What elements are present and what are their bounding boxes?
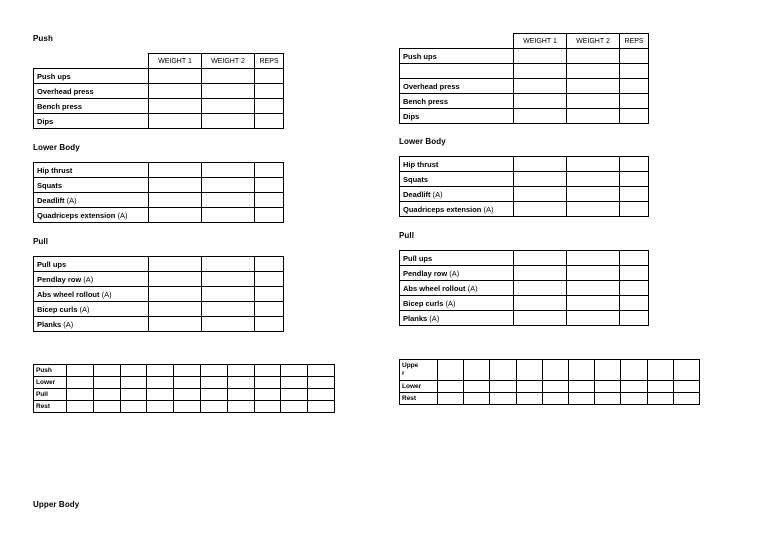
entry-cell[interactable] [514, 187, 567, 202]
tracker-cell[interactable] [621, 393, 647, 405]
exercise-label [34, 208, 149, 223]
entry-cell[interactable] [255, 69, 284, 84]
tracker-cell[interactable] [673, 393, 699, 405]
exercise-name: Hip thrust [403, 159, 439, 169]
tracker-cell[interactable] [200, 389, 227, 401]
exercise-label: Dips [34, 114, 149, 129]
tracker-cell[interactable] [621, 381, 647, 393]
entry-cell[interactable] [567, 311, 620, 326]
entry-cell[interactable] [149, 193, 202, 208]
tracker-cell[interactable] [516, 360, 542, 381]
tracker-cell[interactable] [673, 360, 699, 381]
tracker-cell[interactable] [67, 401, 94, 413]
column-header: WEIGHT 2 [567, 34, 620, 49]
right-weekly-tracker [399, 359, 700, 405]
entry-cell[interactable] [514, 296, 567, 311]
entry-cell[interactable] [514, 172, 567, 187]
tracker-cell[interactable] [227, 401, 254, 413]
tracker-cell[interactable] [281, 377, 308, 389]
exercise-label: Overhead press [34, 84, 149, 99]
table-row [400, 202, 649, 217]
tracker-row [34, 365, 335, 377]
entry-cell[interactable] [255, 208, 284, 223]
tracker-cell[interactable] [93, 389, 120, 401]
entry-cell[interactable] [567, 251, 620, 266]
entry-cell[interactable] [620, 79, 649, 94]
entry-cell[interactable] [149, 302, 202, 317]
entry-cell[interactable] [149, 272, 202, 287]
tracker-cell[interactable] [647, 360, 673, 381]
entry-cell[interactable] [202, 178, 255, 193]
entry-cell[interactable] [514, 266, 567, 281]
exercise-label: Push ups [34, 69, 149, 84]
exercise-label [400, 281, 514, 296]
exercise-note: (A) [64, 195, 77, 205]
tracker-row [400, 381, 700, 393]
table-row [34, 84, 284, 99]
entry-cell[interactable] [255, 84, 284, 99]
table-row [400, 281, 649, 296]
tracker-cell[interactable] [542, 381, 568, 393]
tracker-cell[interactable] [174, 365, 201, 377]
entry-cell[interactable] [202, 193, 255, 208]
tracker-row [34, 401, 335, 413]
tracker-cell[interactable] [308, 401, 335, 413]
lower-body-table [33, 162, 284, 223]
column-header: WEIGHT 1 [149, 54, 202, 69]
tracker-cell[interactable] [147, 377, 174, 389]
tracker-cell[interactable] [438, 360, 464, 381]
entry-cell[interactable] [149, 257, 202, 272]
push-heading: Push [33, 34, 53, 43]
entry-cell[interactable] [514, 79, 567, 94]
tracker-label: Push [34, 365, 67, 377]
tracker-cell[interactable] [438, 381, 464, 393]
tracker-cell[interactable] [308, 377, 335, 389]
tracker-cell[interactable] [227, 365, 254, 377]
entry-cell[interactable] [567, 49, 620, 64]
exercise-label [34, 193, 149, 208]
table-row [400, 94, 649, 109]
entry-cell[interactable] [567, 281, 620, 296]
exercise-label [34, 317, 149, 332]
tracker-cell[interactable] [308, 389, 335, 401]
exercise-note: (A) [115, 210, 128, 220]
tracker-cell[interactable] [67, 377, 94, 389]
entry-cell[interactable] [149, 178, 202, 193]
exercise-name: Deadlift [403, 189, 431, 199]
entry-cell[interactable] [567, 172, 620, 187]
tracker-cell[interactable] [490, 360, 516, 381]
tracker-cell[interactable] [464, 381, 490, 393]
exercise-note: (A) [481, 204, 494, 214]
exercise-note: (A) [99, 289, 112, 299]
tracker-cell[interactable] [227, 389, 254, 401]
entry-cell[interactable] [620, 157, 649, 172]
exercise-label [34, 302, 149, 317]
exercise-label: Push ups [400, 49, 514, 64]
tracker-cell[interactable] [595, 393, 621, 405]
table-row [34, 302, 284, 317]
table-row [400, 296, 649, 311]
exercise-name: Abs wheel rollout [403, 283, 466, 293]
entry-cell[interactable] [255, 317, 284, 332]
exercise-note: (A) [81, 274, 94, 284]
tracker-cell[interactable] [647, 381, 673, 393]
tracker-cell[interactable] [595, 381, 621, 393]
tracker-cell[interactable] [254, 377, 281, 389]
entry-cell[interactable] [567, 94, 620, 109]
exercise-name: Bicep curls [403, 298, 444, 308]
tracker-cell[interactable] [120, 401, 147, 413]
tracker-cell[interactable] [542, 360, 568, 381]
entry-cell[interactable] [514, 49, 567, 64]
tracker-cell[interactable] [281, 401, 308, 413]
tracker-cell[interactable] [93, 365, 120, 377]
right-pull-heading: Pull [399, 231, 415, 240]
tracker-cell[interactable] [647, 393, 673, 405]
tracker-cell[interactable] [174, 401, 201, 413]
exercise-name: Planks [403, 313, 428, 323]
right-lower-body-table-body [400, 157, 649, 217]
tracker-row [400, 360, 700, 381]
header-blank-cell [34, 54, 149, 69]
entry-cell[interactable] [620, 64, 649, 79]
tracker-cell[interactable] [516, 381, 542, 393]
tracker-cell[interactable] [464, 393, 490, 405]
tracker-cell[interactable] [673, 381, 699, 393]
exercise-note: (A) [77, 304, 90, 314]
table-row [400, 64, 649, 79]
table-row [400, 172, 649, 187]
tracker-row [34, 389, 335, 401]
left-weekly-tracker [33, 364, 335, 413]
column-header: REPS [255, 54, 284, 69]
pull-table-body [34, 257, 284, 332]
exercise-label [34, 257, 149, 272]
exercise-name: Squats [37, 180, 63, 190]
tracker-cell[interactable] [174, 377, 201, 389]
entry-cell[interactable] [620, 49, 649, 64]
right-lower-body-table [399, 156, 649, 217]
tracker-cell[interactable] [595, 360, 621, 381]
table-row [400, 79, 649, 94]
entry-cell[interactable] [202, 257, 255, 272]
table-row [34, 257, 284, 272]
tracker-cell[interactable] [200, 377, 227, 389]
exercise-label [400, 187, 514, 202]
lower-body-heading: Lower Body [33, 143, 80, 152]
tracker-cell[interactable] [568, 360, 594, 381]
entry-cell[interactable] [202, 99, 255, 114]
entry-cell[interactable] [255, 178, 284, 193]
table-row [400, 109, 649, 124]
entry-cell[interactable] [514, 281, 567, 296]
entry-cell[interactable] [620, 172, 649, 187]
right-pull-table [399, 250, 649, 326]
exercise-name: Abs wheel rollout [37, 289, 100, 299]
exercise-note: (A) [465, 283, 478, 293]
table-row [400, 266, 649, 281]
entry-cell[interactable] [149, 84, 202, 99]
exercise-label [400, 296, 514, 311]
tracker-cell[interactable] [93, 401, 120, 413]
tracker-cell[interactable] [254, 389, 281, 401]
entry-cell[interactable] [202, 302, 255, 317]
push-table-body [34, 54, 284, 129]
entry-cell[interactable] [202, 84, 255, 99]
exercise-label [34, 163, 149, 178]
exercise-label: Bench press [400, 94, 514, 109]
entry-cell[interactable] [202, 163, 255, 178]
exercise-label [400, 266, 514, 281]
tracker-label: Uppe r [400, 360, 438, 381]
entry-cell[interactable] [149, 163, 202, 178]
entry-cell[interactable] [620, 266, 649, 281]
exercise-name: Bicep curls [37, 304, 78, 314]
tracker-cell[interactable] [120, 365, 147, 377]
exercise-name: Squats [403, 174, 429, 184]
tracker-label: Lower [34, 377, 67, 389]
column-header: WEIGHT 2 [202, 54, 255, 69]
entry-cell[interactable] [202, 287, 255, 302]
upper-body-table-body [400, 34, 649, 124]
right-pull-table-body [400, 251, 649, 326]
left-tracker-body [34, 365, 335, 413]
entry-cell[interactable] [255, 302, 284, 317]
exercise-note: (A) [443, 298, 456, 308]
tracker-cell[interactable] [490, 381, 516, 393]
exercise-name: Hip thrust [37, 165, 73, 175]
entry-cell[interactable] [202, 208, 255, 223]
exercise-name: Pendlay row [403, 268, 448, 278]
tracker-cell[interactable] [174, 389, 201, 401]
entry-cell[interactable] [514, 94, 567, 109]
exercise-label [400, 64, 514, 79]
table-header-row [34, 54, 284, 69]
push-table [33, 53, 284, 129]
exercise-label [34, 178, 149, 193]
entry-cell[interactable] [620, 296, 649, 311]
entry-cell[interactable] [202, 69, 255, 84]
entry-cell[interactable] [514, 109, 567, 124]
entry-cell[interactable] [255, 287, 284, 302]
entry-cell[interactable] [567, 187, 620, 202]
entry-cell[interactable] [620, 94, 649, 109]
entry-cell[interactable] [567, 79, 620, 94]
entry-cell[interactable] [255, 163, 284, 178]
pull-heading: Pull [33, 237, 49, 246]
tracker-cell[interactable] [516, 393, 542, 405]
entry-cell[interactable] [567, 202, 620, 217]
tracker-cell[interactable] [67, 365, 94, 377]
tracker-cell[interactable] [200, 401, 227, 413]
table-row [400, 157, 649, 172]
exercise-label [400, 251, 514, 266]
tracker-row [400, 393, 700, 405]
upper-body-heading: Upper Body [33, 500, 80, 509]
entry-cell[interactable] [567, 64, 620, 79]
entry-cell[interactable] [514, 251, 567, 266]
table-header-row [400, 34, 649, 49]
tracker-cell[interactable] [200, 365, 227, 377]
entry-cell[interactable] [255, 272, 284, 287]
tracker-cell[interactable] [281, 389, 308, 401]
tracker-cell[interactable] [120, 377, 147, 389]
table-row [34, 163, 284, 178]
table-row [34, 114, 284, 129]
entry-cell[interactable] [514, 157, 567, 172]
tracker-cell[interactable] [568, 381, 594, 393]
right-tracker-body [400, 360, 700, 405]
entry-cell[interactable] [620, 109, 649, 124]
right-lower-body-heading: Lower Body [399, 137, 446, 146]
exercise-note: (A) [447, 268, 460, 278]
table-row [34, 208, 284, 223]
exercise-name: Deadlift [37, 195, 65, 205]
entry-cell[interactable] [567, 296, 620, 311]
exercise-name: Planks [37, 319, 62, 329]
entry-cell[interactable] [514, 64, 567, 79]
header-blank-cell [400, 34, 514, 49]
pull-table [33, 256, 284, 332]
exercise-note: (A) [427, 313, 440, 323]
entry-cell[interactable] [514, 202, 567, 217]
tracker-cell[interactable] [147, 365, 174, 377]
exercise-label [34, 287, 149, 302]
table-row [400, 311, 649, 326]
tracker-cell[interactable] [93, 377, 120, 389]
entry-cell[interactable] [620, 187, 649, 202]
exercise-name: Quadriceps extension [37, 210, 116, 220]
exercise-label: Overhead press [400, 79, 514, 94]
entry-cell[interactable] [255, 114, 284, 129]
tracker-label: Lower [400, 381, 438, 393]
tracker-cell[interactable] [308, 365, 335, 377]
entry-cell[interactable] [255, 99, 284, 114]
tracker-cell[interactable] [464, 360, 490, 381]
entry-cell[interactable] [202, 272, 255, 287]
entry-cell[interactable] [620, 281, 649, 296]
exercise-label [400, 311, 514, 326]
exercise-note: (A) [430, 189, 443, 199]
entry-cell[interactable] [149, 69, 202, 84]
tracker-label: Pull [34, 389, 67, 401]
tracker-cell[interactable] [568, 393, 594, 405]
entry-cell[interactable] [149, 317, 202, 332]
tracker-cell[interactable] [542, 393, 568, 405]
table-row [34, 69, 284, 84]
column-header: WEIGHT 1 [514, 34, 567, 49]
table-row [34, 287, 284, 302]
tracker-label: Rest [400, 393, 438, 405]
entry-cell[interactable] [149, 114, 202, 129]
entry-cell[interactable] [202, 317, 255, 332]
tracker-cell[interactable] [254, 401, 281, 413]
column-header: REPS [620, 34, 649, 49]
entry-cell[interactable] [567, 109, 620, 124]
tracker-cell[interactable] [438, 393, 464, 405]
table-row [34, 193, 284, 208]
exercise-note: (A) [61, 319, 74, 329]
exercise-label [34, 272, 149, 287]
tracker-cell[interactable] [621, 360, 647, 381]
upper-body-table [399, 33, 649, 124]
exercise-label: Bench press [34, 99, 149, 114]
entry-cell[interactable] [567, 157, 620, 172]
entry-cell[interactable] [620, 311, 649, 326]
entry-cell[interactable] [149, 208, 202, 223]
entry-cell[interactable] [255, 257, 284, 272]
exercise-name: Pendlay row [37, 274, 82, 284]
tracker-cell[interactable] [254, 365, 281, 377]
exercise-label: Dips [400, 109, 514, 124]
entry-cell[interactable] [149, 287, 202, 302]
entry-cell[interactable] [620, 251, 649, 266]
tracker-label: Rest [34, 401, 67, 413]
table-row [400, 49, 649, 64]
tracker-cell[interactable] [227, 377, 254, 389]
table-row [400, 251, 649, 266]
table-row [34, 178, 284, 193]
lower-body-table-body [34, 163, 284, 223]
tracker-cell[interactable] [147, 401, 174, 413]
table-row [34, 99, 284, 114]
table-row [400, 187, 649, 202]
entry-cell[interactable] [567, 266, 620, 281]
entry-cell[interactable] [620, 202, 649, 217]
exercise-name: Quadriceps extension [403, 204, 482, 214]
table-row [34, 272, 284, 287]
entry-cell[interactable] [202, 114, 255, 129]
tracker-cell[interactable] [67, 389, 94, 401]
exercise-name: Pull ups [403, 253, 433, 263]
exercise-name: Pull ups [37, 259, 67, 269]
tracker-cell[interactable] [490, 393, 516, 405]
tracker-cell[interactable] [120, 389, 147, 401]
exercise-label [400, 202, 514, 217]
tracker-cell[interactable] [281, 365, 308, 377]
table-row [34, 317, 284, 332]
exercise-label [400, 172, 514, 187]
tracker-row [34, 377, 335, 389]
exercise-label [400, 157, 514, 172]
entry-cell[interactable] [514, 311, 567, 326]
entry-cell[interactable] [149, 99, 202, 114]
entry-cell[interactable] [255, 193, 284, 208]
tracker-cell[interactable] [147, 389, 174, 401]
